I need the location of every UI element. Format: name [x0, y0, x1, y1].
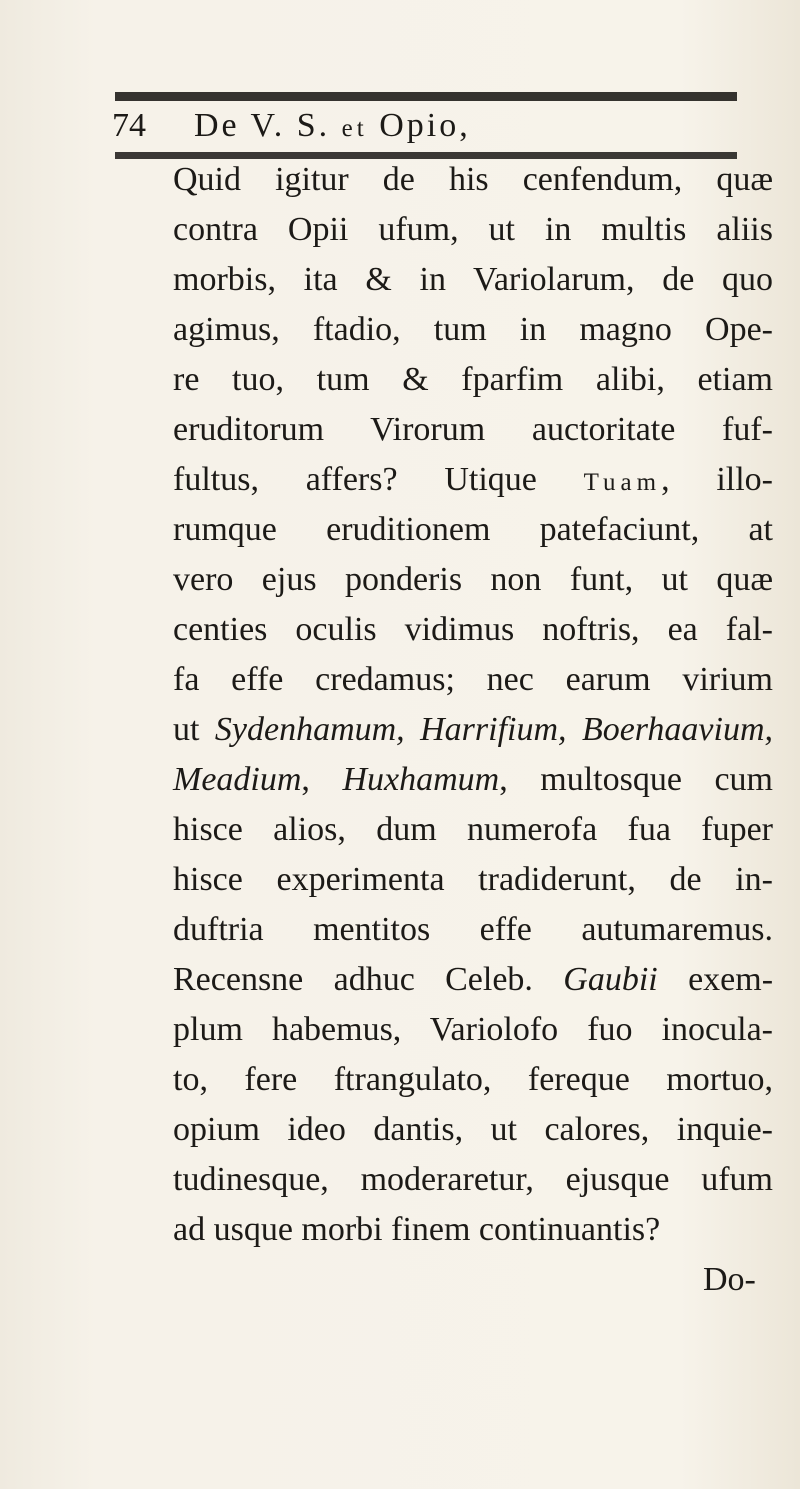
text-line: hisce alios, dum numerofa fua fuper [173, 811, 773, 848]
text-line: centies oculis vidimus noftris, ea fal- [173, 611, 773, 648]
text-segment: , [301, 761, 310, 798]
text-line: vero ejus ponderis non funt, ut quæ [173, 561, 773, 598]
text-line [173, 755, 773, 805]
text-line: plum habemus, Variolofo fuo inocula- [173, 1011, 773, 1048]
running-title [194, 98, 471, 157]
title-et: et [341, 115, 368, 142]
text-line: hisce experimenta tradiderunt, de in- [173, 861, 773, 898]
italic-meadium: Meadium [173, 761, 302, 798]
italic-huxhamum: Huxhamum [342, 761, 500, 798]
running-head [112, 98, 752, 154]
text-segment: Recensne adhuc Celeb. [173, 961, 533, 998]
text-line: tudinesque, moderaretur, ejusque ufum [173, 1161, 773, 1198]
text-line: fa effe credamus; nec earum virium [173, 661, 773, 698]
title-de: De [194, 107, 240, 144]
italic-gaubii: Gaubii [563, 961, 658, 998]
page-number: 74 [112, 107, 146, 144]
text-line: eruditorum Virorum auctoritate fuf- [173, 411, 773, 448]
italic-names: Sydenhamum, Harrifium, Boerhaavium, [214, 711, 774, 748]
text-line [173, 705, 773, 755]
body-text [173, 155, 773, 1305]
text-line: ad usque morbi finem continuantis? [173, 1211, 661, 1248]
text-line: re tuo, tum & fparfim alibi, etiam [173, 361, 773, 398]
title-s: S. [296, 107, 331, 144]
smallcaps-tuam: Tuam [583, 469, 662, 496]
text-line: to, fere ftrangulato, fereque mortuo, [173, 1061, 773, 1098]
text-segment: fultus, affers? Utique [173, 461, 537, 498]
text-line [173, 455, 773, 505]
text-line: duftria mentitos effe autumaremus. [173, 911, 773, 948]
text-line: contra Opii ufum, ut in multis aliis [173, 211, 773, 248]
title-opio: Opio, [379, 107, 471, 144]
text-line: morbis, ita & in Variolarum, de quo [173, 261, 773, 298]
text-segment: , illo- [661, 461, 774, 498]
text-segment: exem- [688, 961, 774, 998]
text-segment: ut [173, 711, 200, 748]
text-line: agimus, ftadio, tum in magno Ope- [173, 311, 773, 348]
title-v: V. [250, 107, 286, 144]
text-line [173, 955, 773, 1005]
text-line: opium ideo dantis, ut calores, inquie- [173, 1111, 773, 1148]
text-line: Quid igitur de his cenfendum, quæ [173, 161, 773, 198]
text-line: rumque eruditionem patefaciunt, at [173, 511, 773, 548]
catchword: Do- [703, 1261, 756, 1298]
text-segment: , multosque cum [499, 761, 774, 798]
